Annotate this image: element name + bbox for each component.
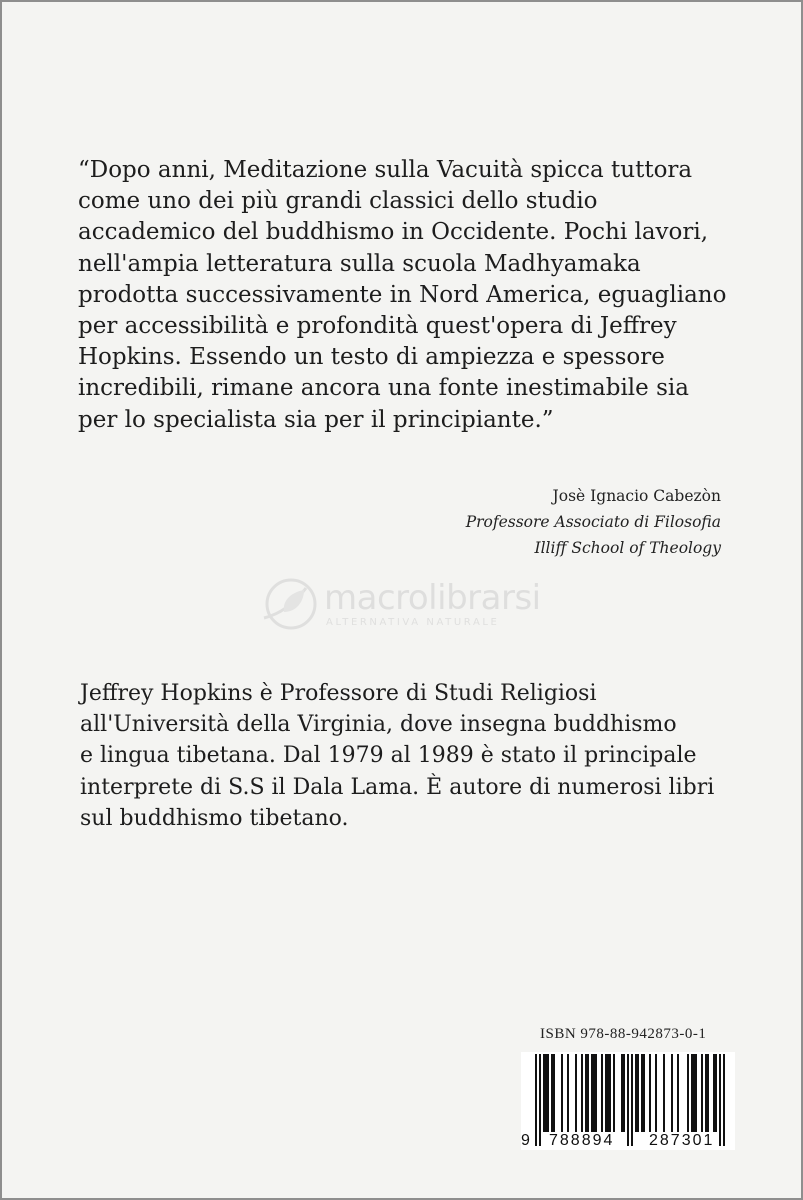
barcode-bar [613, 1054, 615, 1132]
barcode-bar [671, 1054, 673, 1132]
barcode-bar [695, 1054, 697, 1132]
author-bio [80, 678, 770, 834]
barcode-bar [687, 1054, 689, 1132]
quote-line: prodotta successivamente in Nord America, eguagliano [78, 281, 727, 308]
barcode-bar [635, 1054, 637, 1132]
barcode-digits [521, 1132, 735, 1150]
attribution-name: Josè Ignacio Cabezòn [552, 487, 721, 505]
barcode-bar [605, 1054, 607, 1132]
barcode-bar [553, 1054, 555, 1132]
barcode-bar [547, 1054, 549, 1132]
barcode-bar [543, 1054, 545, 1132]
barcode-digit-lead: 9 [521, 1132, 530, 1149]
barcode-bar [637, 1054, 639, 1132]
barcode-bar [607, 1054, 609, 1132]
barcode-bar [713, 1054, 715, 1132]
barcode-bar [677, 1054, 679, 1132]
isbn-label: ISBN 978-88-942873-0-1 [540, 1026, 707, 1042]
barcode-bar [705, 1054, 707, 1132]
barcode-bar [561, 1054, 563, 1132]
barcode-digits-left: 788894 [549, 1132, 615, 1149]
barcode-bar [595, 1054, 597, 1132]
barcode-bar [567, 1054, 569, 1132]
barcode-bar [649, 1054, 651, 1132]
barcode-bar [641, 1054, 643, 1132]
watermark [260, 574, 560, 636]
barcode-bar [621, 1054, 623, 1132]
barcode-bar [575, 1054, 577, 1132]
barcode-digits-right: 287301 [649, 1132, 715, 1149]
attribution-title: Professore Associato di Filosofia [465, 513, 721, 531]
endorsement-quote [78, 155, 768, 436]
barcode-bar [551, 1054, 553, 1132]
barcode-bar [593, 1054, 595, 1132]
barcode-bar [587, 1054, 589, 1132]
quote-attribution [466, 483, 721, 561]
barcode-bar [715, 1054, 717, 1132]
bio-line: sul buddhismo tibetano. [80, 805, 349, 831]
barcode-bar [701, 1054, 703, 1132]
quote-line: per accessibilità e profondità quest'opera di Jeffrey [78, 313, 677, 340]
barcode-bar [623, 1054, 625, 1132]
quote-line: nell'ampia letteratura sulla scuola Madhyamaka [78, 250, 641, 277]
barcode-bar [663, 1054, 665, 1132]
leaf-logo-icon [260, 574, 322, 634]
quote-line: accademico del buddhismo in Occidente. Pochi lavori, [78, 219, 709, 246]
quote-line: Hopkins. Essendo un testo di ampiezza e spessore [78, 344, 665, 371]
quote-line: “Dopo anni, Meditazione sulla Vacuità spicca tuttora [78, 157, 693, 183]
barcode-bar [693, 1054, 695, 1132]
quote-line: come uno dei più grandi classici dello studio [78, 188, 598, 215]
barcode-bar [581, 1054, 583, 1132]
quote-line: incredibili, rimane ancora una fonte inestimabile sia [78, 375, 689, 402]
watermark-tagline: ALTERNATIVA NATURALE [326, 617, 500, 628]
bio-line: interprete di S.S il Dala Lama. È autore di numerosi libri [80, 774, 715, 800]
barcode-bar [545, 1054, 547, 1132]
barcode-bar [609, 1054, 611, 1132]
barcode-bar [655, 1054, 657, 1132]
bio-line: all'Università della Virginia, dove insegna buddhismo [80, 712, 677, 738]
attribution-institution: Illiff School of Theology [534, 539, 721, 557]
bio-line: Jeffrey Hopkins è Professore di Studi Religiosi [80, 681, 597, 706]
barcode-bar [591, 1054, 593, 1132]
barcode-bar [585, 1054, 587, 1132]
barcode-bar [691, 1054, 693, 1132]
quote-line: per lo specialista sia per il principiante.” [78, 406, 554, 433]
barcode-bar [601, 1054, 603, 1132]
bio-line: e lingua tibetana. Dal 1979 al 1989 è stato il principale [80, 743, 697, 769]
barcode-bar [707, 1054, 709, 1132]
watermark-brand: macrolibrarsi [324, 578, 541, 618]
barcode [521, 1052, 735, 1150]
barcode-bar [643, 1054, 645, 1132]
